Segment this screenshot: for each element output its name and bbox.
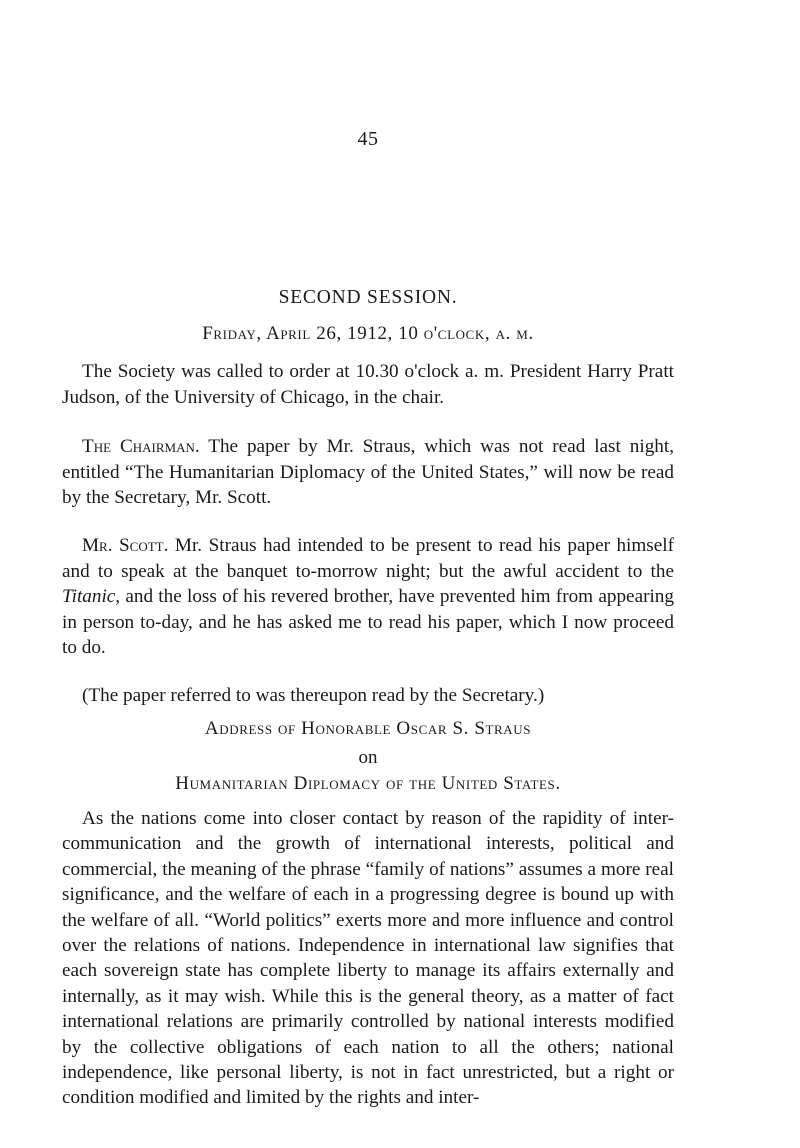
scott-paragraph bbox=[62, 533, 674, 661]
titanic-ship-name: Titanic, bbox=[62, 586, 121, 607]
session-heading: SECOND SESSION. bbox=[278, 287, 458, 308]
call-to-order-paragraph: The Society was called to order at 10.30 o'clock a. m. President Harry Pratt Judson, of the University of Chicago, in the chair. bbox=[62, 361, 674, 408]
scott-remarks-part-1: Mr. Straus had intended to be present to read his paper himself and to speak at the banquet to-morrow night; but the awful accident to the bbox=[62, 535, 675, 582]
address-on-line: on bbox=[358, 747, 378, 768]
scott-speaker-label: Mr. Scott. bbox=[82, 535, 169, 556]
chairman-paragraph bbox=[62, 434, 674, 511]
scott-remarks-part-2: and the loss of his revered brother, have prevented him from appearing in person to-day, and he has asked me to read his paper, which I now proceed to do. bbox=[62, 586, 674, 658]
session-date: Friday, April 26, 1912, 10 o'clock, a. m. bbox=[202, 323, 534, 344]
address-subject: Humanitarian Diplomacy of the United States. bbox=[175, 773, 561, 794]
page-number: 45 bbox=[357, 128, 379, 150]
address-title: Address of Honorable Oscar S. Straus bbox=[204, 718, 532, 739]
chairman-speaker-label: The Chairman. bbox=[82, 436, 200, 457]
paper-read-note: (The paper referred to was thereupon read by the Secretary.) bbox=[82, 685, 545, 706]
chairman-remarks: The paper by Mr. Straus, which was not read last night, entitled “The Humanitarian Diplomacy of the United States,” will now be read by the Secretary, Mr. Scott. bbox=[62, 436, 675, 508]
document-page bbox=[62, 0, 674, 1148]
address-body-paragraph: As the nations come into closer contact by reason of the rapidity of inter-communication and the growth of international interests, political and commercial, the meaning of the phrase “family of nations” assumes a more real significance, and the welfare of each in a progressing degree is bound up with the welfare of all. “World politics” exerts more and more influence and control over the relations of nations. Independence in international law signifies that each sovereign state has complete liberty to manage its affairs externally and internally, as it may wish. While this is the general theory, as a matter of fact international relations are primarily controlled by national interests modified by the collective obligations of each nation to all the others; national independence, like personal liberty, is not in fact unrestricted, but a right or condition modified and limited by the rights and inter- bbox=[62, 808, 674, 1109]
